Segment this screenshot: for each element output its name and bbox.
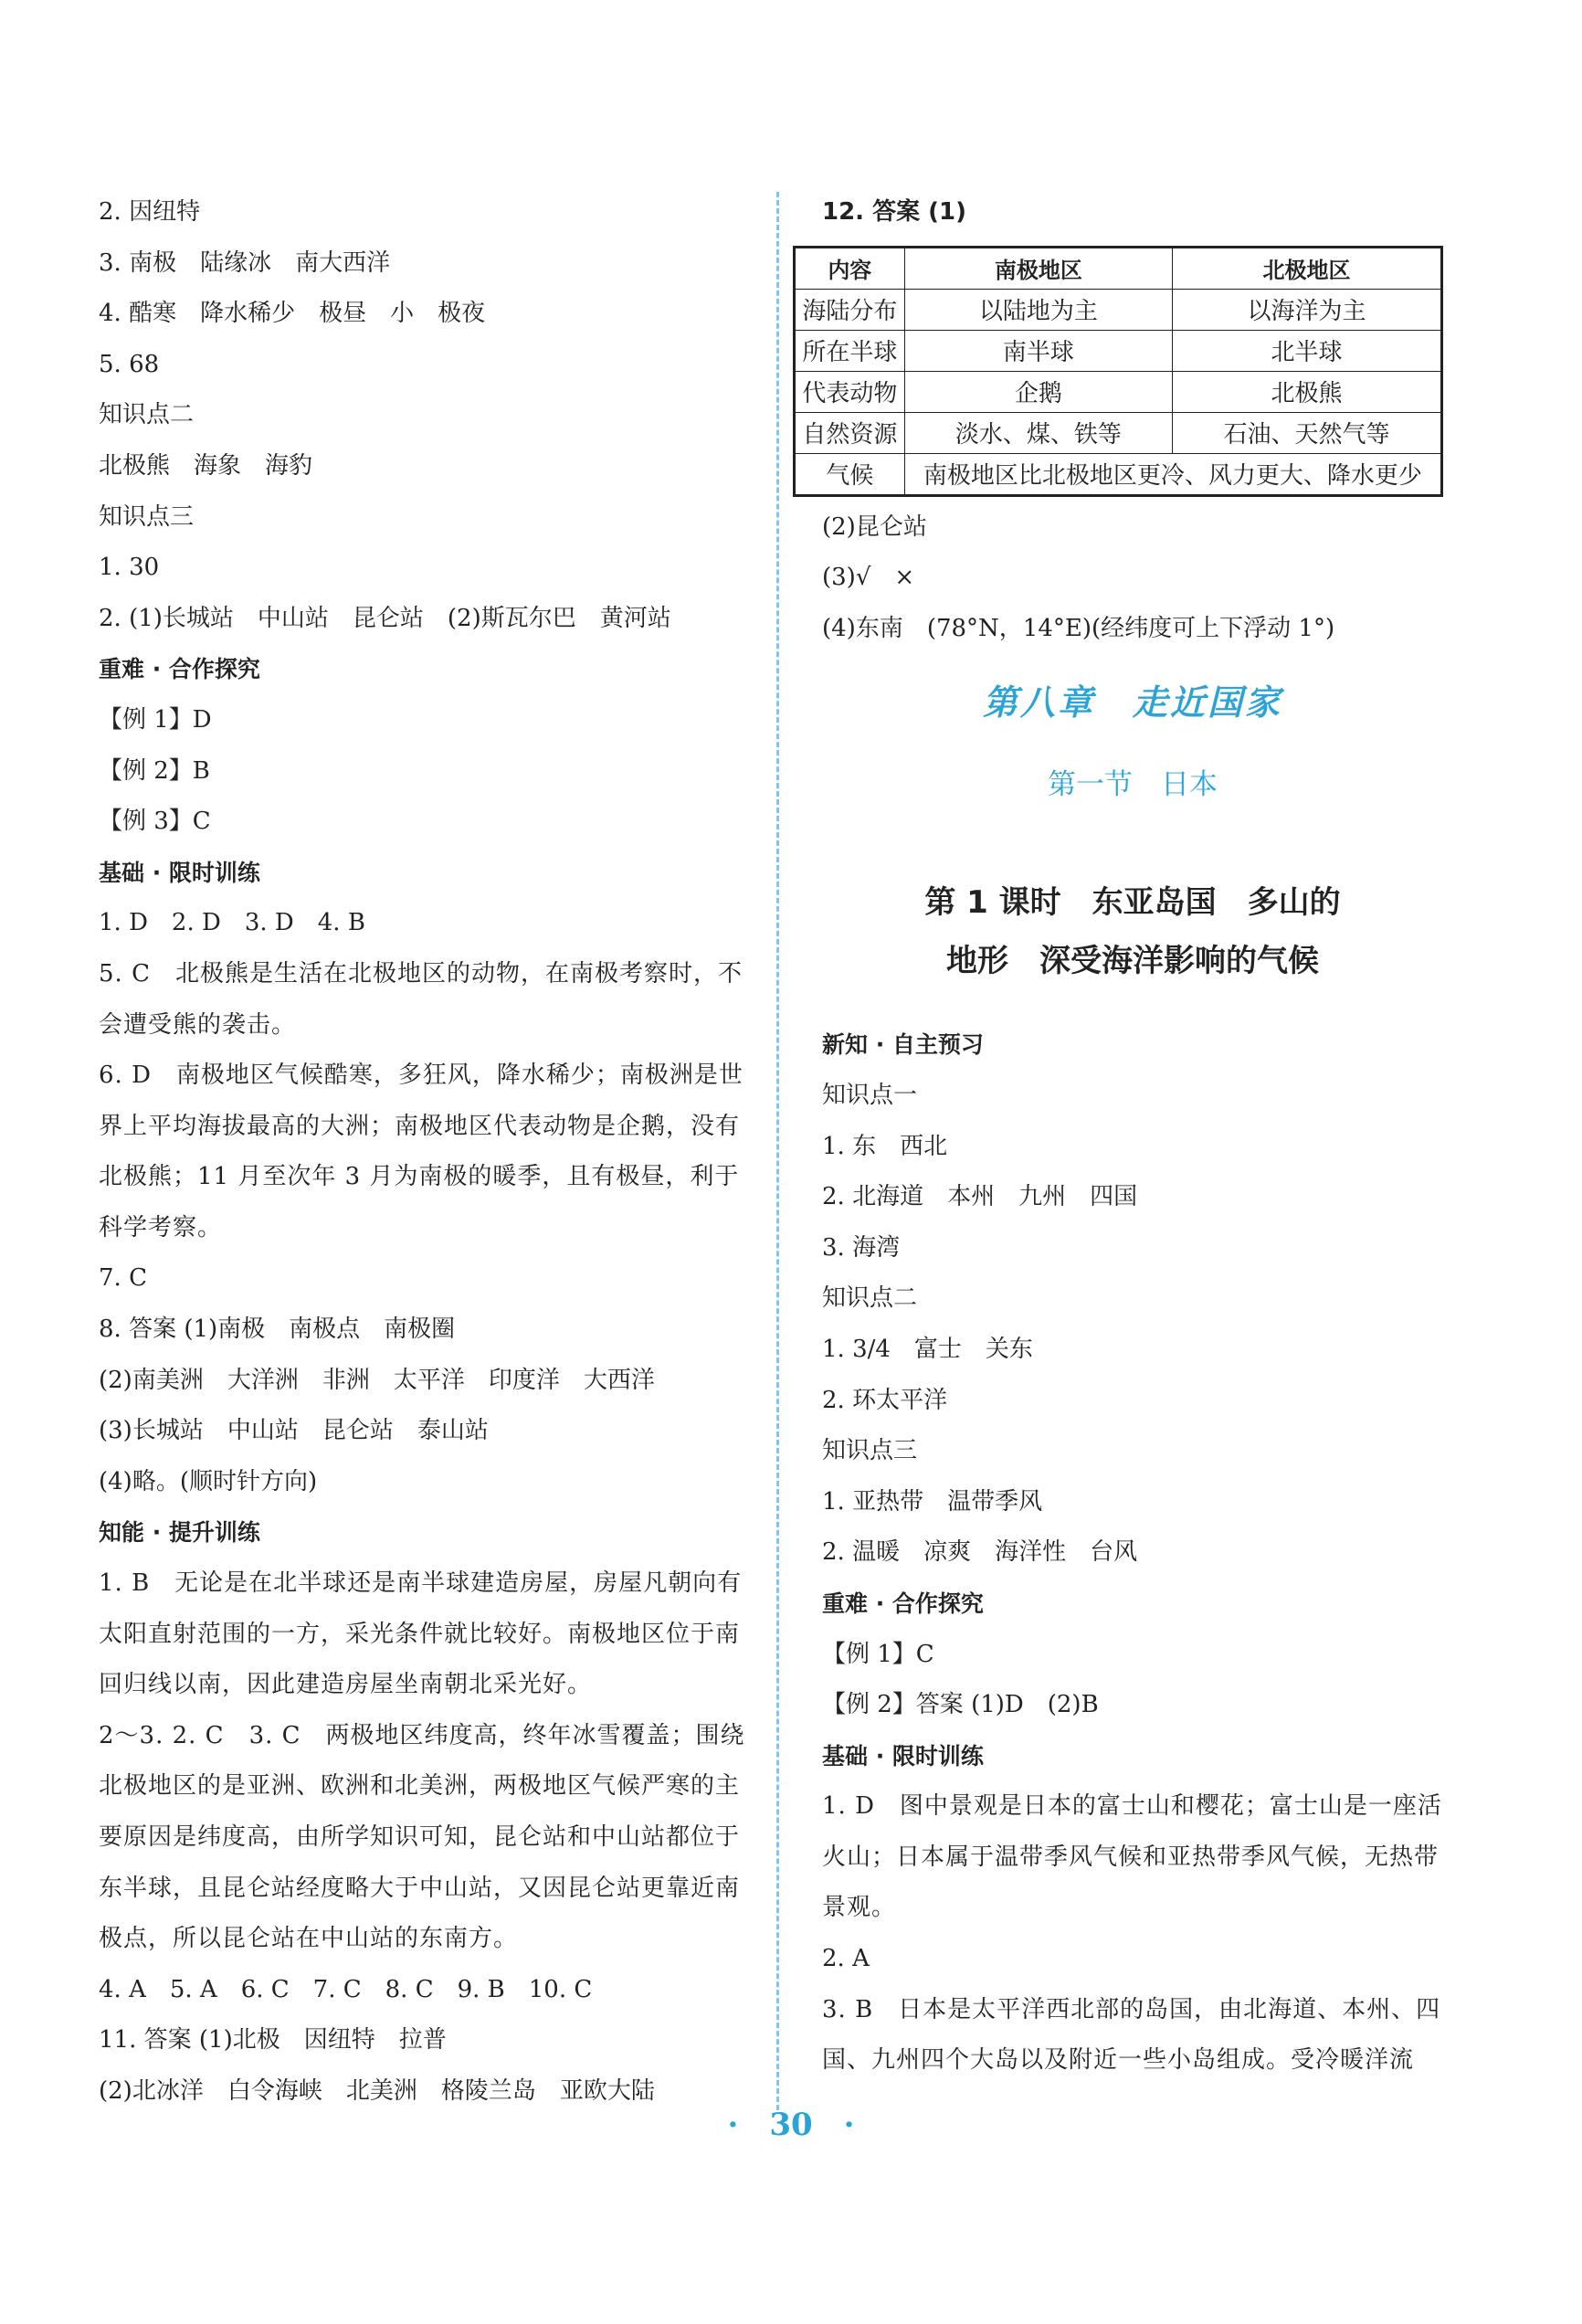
answer-line: 知识点三 xyxy=(99,502,195,531)
answer-explanation: 1. D 图中景观是日本的富士山和樱花；富士山是一座活火山；日本属于温带季风气候和亚热带季风气候，无热带景观。 xyxy=(822,1792,1442,1922)
table-cell: 所在半球 xyxy=(795,330,905,371)
table-cell: 自然资源 xyxy=(795,412,905,453)
section-heading: 新知 · 自主预习 xyxy=(822,1031,984,1059)
table-header-cell: 内容 xyxy=(795,247,905,289)
table-cell: 北半球 xyxy=(1173,330,1442,371)
table-header-cell: 南极地区 xyxy=(904,247,1172,289)
table-row xyxy=(795,289,1442,330)
table-cell: 以海洋为主 xyxy=(1173,289,1442,330)
lesson-title-line: 第 1 课时 东亚岛国 多山的 xyxy=(924,884,1341,922)
answer-line: 11. 答案 (1)北极 因纽特 拉普 xyxy=(99,2026,447,2055)
chapter-title: 第八章 走近国家 xyxy=(982,681,1282,724)
q12-part2: (2)昆仑站 xyxy=(822,512,927,541)
answer-line: 【例 3】C xyxy=(99,808,211,836)
section-title: 第一节 日本 xyxy=(1048,768,1218,802)
answer-line: 4. 酷寒 降水稀少 极昼 小 极夜 xyxy=(99,300,486,328)
answer-line: 8. 答案 (1)南极 南极点 南极圈 xyxy=(99,1315,456,1344)
table-header-row xyxy=(795,247,1442,289)
answer-line: 5. 68 xyxy=(99,350,160,378)
lesson-title-line: 地形 深受海洋影响的气候 xyxy=(946,943,1319,980)
answer-line: 1. 东 西北 xyxy=(822,1132,948,1160)
answer-line: (2)南美洲 大洋洲 非洲 太平洋 印度洋 大西洋 xyxy=(99,1366,655,1394)
table-row xyxy=(795,412,1442,453)
answer-line: 【例 1】C xyxy=(822,1640,934,1668)
right-answers xyxy=(822,1019,1443,2086)
table-header-cell: 北极地区 xyxy=(1173,247,1442,289)
table-row xyxy=(795,371,1442,412)
answer-line: 3. 海湾 xyxy=(822,1233,901,1262)
answer-line: 2. 环太平洋 xyxy=(822,1386,948,1414)
table-row xyxy=(795,453,1442,495)
section-heading: 基础 · 限时训练 xyxy=(822,1742,984,1769)
answer-explanation: 6. D 南极地区气候酷寒，多狂风，降水稀少；南极洲是世界上平均海拔最高的大洲；南极地区代表动物是企鹅，没有北极熊；11 月至次年 3 月为南极的暖季，且有极昼，利于科学考察。 xyxy=(99,1062,744,1241)
answer-line: 【例 1】D xyxy=(99,705,212,734)
polar-comparison-table xyxy=(793,246,1443,497)
answer-line: 2. A xyxy=(822,1945,870,1973)
table-cell: 企鹅 xyxy=(904,371,1172,412)
page-number: · 30 · xyxy=(727,2107,855,2143)
answer-line: 【例 2】答案 (1)D (2)B xyxy=(822,1691,1099,1719)
table-cell: 以陆地为主 xyxy=(904,289,1172,330)
column-divider xyxy=(776,192,779,2110)
section-heading: 重难 · 合作探究 xyxy=(99,656,260,683)
answer-line: 2. 因纽特 xyxy=(99,198,201,226)
q12-part3: (3)√ × xyxy=(822,564,915,592)
answer-line: 【例 2】B xyxy=(99,756,210,785)
table-cell: 海陆分布 xyxy=(795,289,905,330)
lesson-title xyxy=(822,873,1443,990)
answer-line: 2. 北海道 本州 九州 四国 xyxy=(822,1183,1138,1211)
right-column xyxy=(802,187,1443,2086)
table-cell: 石油、天然气等 xyxy=(1173,412,1442,453)
section-heading: 知能 · 提升训练 xyxy=(99,1519,260,1547)
answer-explanation: 1. B 无论是在北半球还是南半球建造房屋，房屋凡朝向有太阳直射范围的一方，采光条件就比较好。南极地区位于南回归线以南，因此建造房屋坐南朝北采光好。 xyxy=(99,1569,743,1699)
table-row xyxy=(795,330,1442,371)
answer-line: (2)北冰洋 白令海峡 北美洲 格陵兰岛 亚欧大陆 xyxy=(99,2076,655,2105)
section-heading: 基础 · 限时训练 xyxy=(99,859,260,886)
answer-line: 知识点一 xyxy=(822,1081,918,1109)
answer-line: 3. 南极 陆缘冰 南大西洋 xyxy=(99,248,391,277)
answer-line: 1. 30 xyxy=(99,554,160,582)
answer-explanation: 3. B 日本是太平洋西北部的岛国，由北海道、本州、四国、九州四个大岛以及附近一些小岛组成。受冷暖洋流 xyxy=(822,1995,1441,2075)
answer-line: 1. 亚热带 温带季风 xyxy=(822,1487,1043,1516)
answer-line: 北极熊 海象 海豹 xyxy=(99,451,313,480)
answer-line: 知识点三 xyxy=(822,1437,918,1465)
table-cell: 南半球 xyxy=(904,330,1172,371)
answer-line: 1. 3/4 富士 关东 xyxy=(822,1335,1033,1363)
answer-line: 4. A 5. A 6. C 7. C 8. C 9. B 10. C xyxy=(99,1975,593,2003)
left-column xyxy=(99,187,756,2118)
q12-answer-label: 12. 答案 (1) xyxy=(822,198,967,226)
answer-explanation: 2～3. 2. C 3. C 两极地区纬度高，终年冰雪覆盖；围绕北极地区的是亚洲、欧洲和北美洲，两极地区气候严寒的主要原因是纬度高，由所学知识可知，昆仑站和中山站都位于东半球，且昆仑站经度略大于中山站，又因昆仑站更靠近南极点，所以昆仑站在中山站的东南方。 xyxy=(99,1721,745,1953)
answer-line: (4)略。(顺时针方向) xyxy=(99,1467,318,1495)
answer-line: 2. (1)长城站 中山站 昆仑站 (2)斯瓦尔巴 黄河站 xyxy=(99,604,671,632)
answer-line: 2. 温暖 凉爽 海洋性 台风 xyxy=(822,1538,1138,1567)
table-cell: 淡水、煤、铁等 xyxy=(904,412,1172,453)
answer-explanation: 5. C 北极熊是生活在北极地区的动物，在南极考察时，不会遭受熊的袭击。 xyxy=(99,959,743,1039)
table-cell: 气候 xyxy=(795,453,905,495)
answer-line: 1. D 2. D 3. D 4. B xyxy=(99,909,365,937)
answer-line: (3)长城站 中山站 昆仑站 泰山站 xyxy=(99,1417,489,1445)
q12-part4: (4)东南 (78°N，14°E)(经纬度可上下浮动 1°) xyxy=(822,614,1335,642)
table-cell: 北极熊 xyxy=(1173,371,1442,412)
table-cell: 南极地区比北极地区更冷、风力更大、降水更少 xyxy=(904,453,1441,495)
answer-line: 知识点二 xyxy=(822,1284,918,1313)
answer-line: 7. C xyxy=(99,1264,147,1293)
answer-line: 知识点二 xyxy=(99,401,195,429)
table-cell: 代表动物 xyxy=(795,371,905,412)
section-heading: 重难 · 合作探究 xyxy=(822,1590,984,1617)
